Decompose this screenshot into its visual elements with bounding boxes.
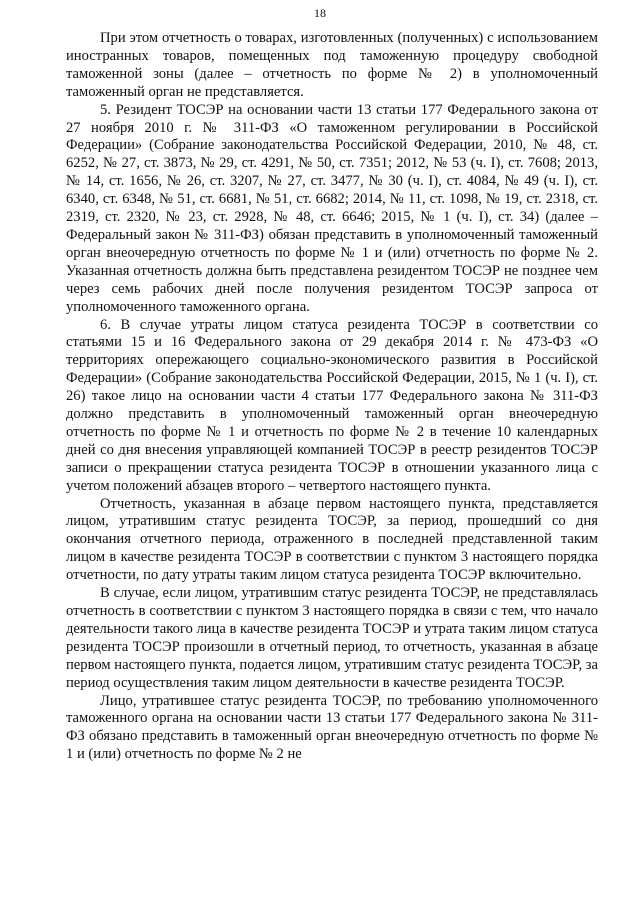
page-number: 18 xyxy=(314,6,326,20)
paragraph-item-6: 6. В случае утраты лицом статуса резидента ТОСЭР в соответствии со статьями 15 и 16 Федерального закона от 29 декабря 2014 г. № 473-ФЗ «О территориях опережающего социально-экономического развития в Российской Федерации» (Собрание законодательства Российской Федерации, 2015, № 1 (ч. I), ст. 26) такое лицо на основании части 4 статьи 177 Федерального закона № 311-ФЗ должно представить в уполномоченный таможенный орган внеочередную отчетность по форме № 1 и отчетность по форме № 2 в течение 10 календарных дней со дня внесения управляющей компанией ТОСЭР в реестр резидентов ТОСЭР записи о прекращении статуса резидента ТОСЭР в отношении указанного лица с учетом положений абзацев второго – четвертого настоящего пункта. xyxy=(66,316,598,494)
paragraph-customs-request: Лицо, утратившее статус резидента ТОСЭР, по требованию уполномоченного таможенного органа на основании части 13 статьи 177 Федерального закона № 311-ФЗ обязано представить в таможенный орган внеочередную отчетность по форме № 1 и (или) отчетность по форме № 2 не xyxy=(66,692,598,763)
paragraph-no-prior-reporting: В случае, если лицом, утратившим статус резидента ТОСЭР, не представлялась отчетность в соответствии с пунктом 3 настоящего порядка в связи с тем, что начало деятельности такого лица в качестве резидента ТОСЭР и утрата таким лицом статуса резидента ТОСЭР произошли в отчетный период, то отчетность, указанная в абзаце первом настоящего пункта, подается лицом, утратившим статус резидента ТОСЭР, за период осуществления таким лицом деятельности в качестве резидента ТОСЭР. xyxy=(66,585,598,691)
paragraph-reporting-form-2: При этом отчетность о товарах, изготовленных (полученных) с использованием иностранных товаров, помещенных под таможенную процедуру свободной таможенной зоны (далее – отчетность по форме № 2) в уполномоченный таможенный орган не представляется. xyxy=(66,30,598,100)
document-body xyxy=(66,30,598,764)
paragraph-reporting-period: Отчетность, указанная в абзаце первом настоящего пункта, представляется лицом, утратившим статус резидента ТОСЭР, за период, прошедший со дня окончания отчетного периода, отраженного в последней представленной таким лицом в качестве резидента ТОСЭР в соответствии с пунктом 3 настоящего порядка отчетности, по дату утраты таким лицом статуса резидента ТОСЭР включительно. xyxy=(66,495,598,584)
paragraph-item-5: 5. Резидент ТОСЭР на основании части 13 статьи 177 Федерального закона от 27 ноября 2010 г. № 311-ФЗ «О таможенном регулировании в Российской Федерации» (Собрание законодательства Российской Федерации, 2010, № 48, ст. 6252, № 27, ст. 3873, № 29, ст. 4291, № 50, ст. 7351; 2012, № 53 (ч. I), ст. 7608; 2013, № 14, ст. 1656, № 26, ст. 3207, № 27, ст. 3477, № 30 (ч. I), ст. 4084, № 49 (ч. I), ст. 6340, ст. 6348, № 51, ст. 6681, № 51, ст. 6682; 2014, № 11, ст. 1098, № 19, ст. 2318, ст. 2319, ст. 2320, № 23, ст. 2928, № 48, ст. 6646; 2015, № 1 (ч. I), ст. 34) (далее – Федеральный закон № 311-ФЗ) обязан представить в уполномоченный таможенный орган внеочередную отчетность по форме № 1 и (или) отчетность по форме № 2. Указанная отчетность должна быть представлена резидентом ТОСЭР не позднее чем через семь рабочих дней после получения резидентом ТОСЭР запроса от уполномоченного таможенного органа. xyxy=(66,101,598,315)
